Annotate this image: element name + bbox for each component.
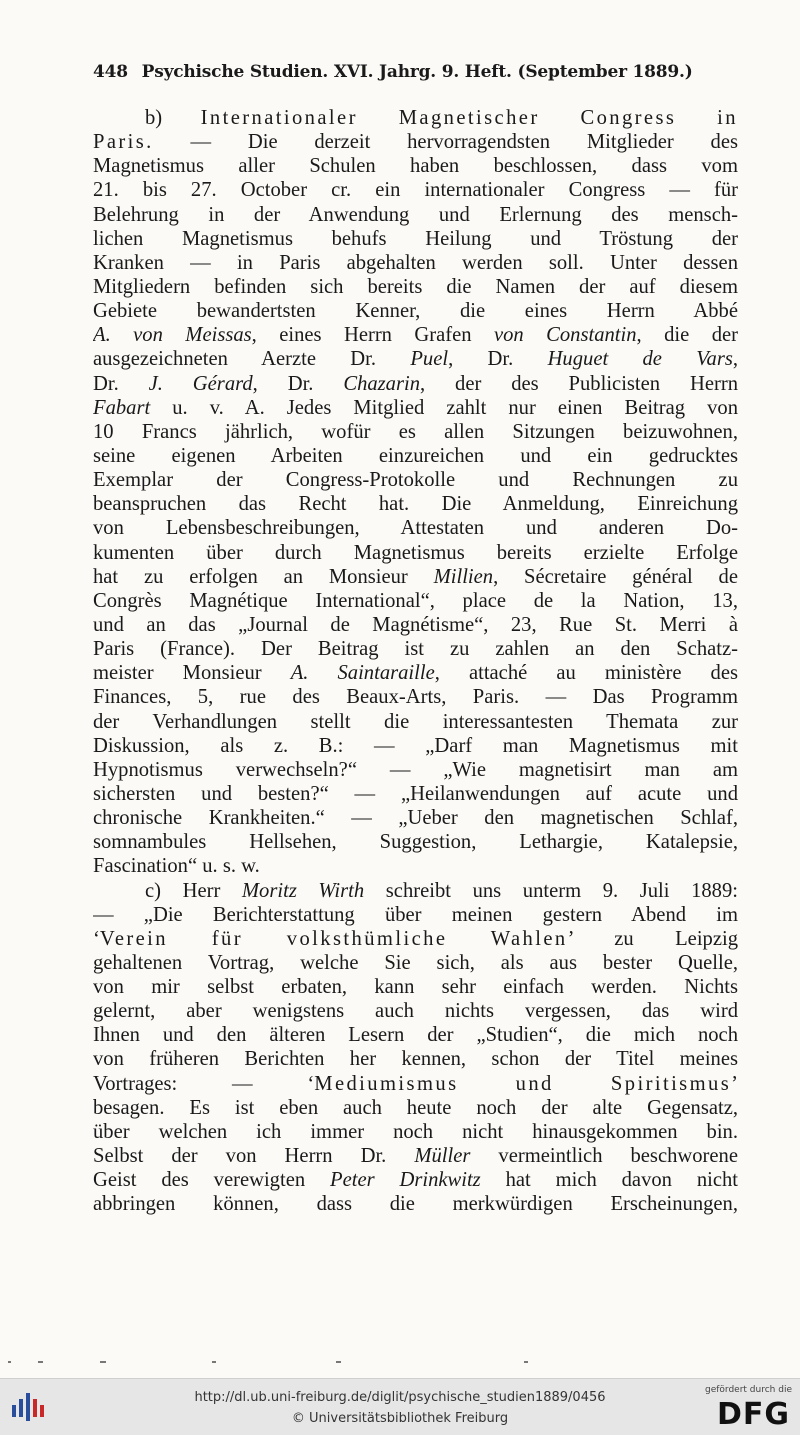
text-line: — „Die Berichterstattung über meinen gestern Abend im	[93, 903, 738, 926]
text-line: der Verhandlungen stellt die interessantesten Themata zur	[93, 710, 738, 733]
text-line: Paris. — Die derzeit hervorragendsten Mitglieder des	[93, 131, 738, 154]
text-line: Vortrages: — ‘Mediumismus und Spiritismus’	[93, 1072, 738, 1095]
source-url[interactable]: http://dl.ub.uni-freiburg.de/diglit/psychische_studien1889/0456	[194, 1390, 606, 1405]
text-line: somnambules Hellsehen, Suggestion, Lethargie, Katalepsie,	[93, 831, 738, 854]
text-line: Selbst der von Herrn Dr. Müller vermeintlich beschworene	[93, 1145, 738, 1168]
text-line: kumenten über durch Magnetismus bereits erzielte Erfolge	[93, 541, 738, 564]
running-head	[93, 62, 738, 82]
text-line: Mitgliedern befinden sich bereits die Namen der auf diesem	[93, 275, 738, 298]
page-number: 448	[93, 62, 128, 82]
text-line: b) Internationaler Magnetischer Congress in	[145, 107, 738, 129]
text-line: seine eigenen Arbeiten einzureichen und ein gedrucktes	[93, 444, 738, 467]
text-line: sichersten und besten?“ — „Heilanwendungen auf acute und	[93, 782, 738, 805]
text-line: gelernt, aber wenigstens auch nichts vergessen, das wird	[93, 1000, 738, 1023]
scan-specks	[0, 1358, 800, 1368]
text-line: Finances, 5, rue des Beaux-Arts, Paris. — Das Programm	[93, 686, 738, 709]
funding-note: gefördert durch die	[705, 1385, 792, 1395]
article-body	[93, 106, 738, 1216]
scan-speck	[8, 1361, 11, 1363]
dfg-logo: DFG	[716, 1397, 790, 1432]
text-line: Kranken — in Paris abgehalten werden soll. Unter dessen	[93, 251, 738, 274]
text-line: 21. bis 27. October cr. ein internationaler Congress — für	[93, 179, 738, 202]
text-line: Ihnen und den älteren Lesern der „Studien“, die mich noch	[93, 1024, 738, 1047]
text-line: Hypnotismus verwechseln?“ — „Wie magnetisirt man am	[93, 758, 738, 781]
scan-speck	[212, 1361, 216, 1363]
text-line: c) Herr Moritz Wirth schreibt uns unterm 9. Juli 1889:	[145, 879, 738, 902]
text-line: Fabart u. v. A. Jedes Mitglied zahlt nur einen Beitrag von	[93, 396, 738, 419]
text-line: abbringen können, dass die merkwürdigen Erscheinungen,	[93, 1193, 738, 1216]
library-logo-icon	[10, 1389, 52, 1425]
text-line: lichen Magnetismus behufs Heilung und Tröstung der	[93, 227, 738, 250]
scan-speck	[524, 1361, 528, 1363]
text-line: Magnetismus aller Schulen haben beschlossen, dass vom	[93, 155, 738, 178]
text-line: Belehrung in der Anwendung und Erlernung des mensch-	[93, 203, 738, 226]
text-line: und an das „Journal de Magnétisme“, 23, Rue St. Merri à	[93, 613, 738, 636]
text-line: gehaltenen Vortrag, welche Sie sich, als aus bester Quelle,	[93, 951, 738, 974]
text-line: beanspruchen das Recht hat. Die Anmeldung, Einreichung	[93, 493, 738, 516]
text-line: 10 Francs jährlich, wofür es allen Sitzungen beizuwohnen,	[93, 420, 738, 443]
text-line: von mir selbst erbaten, kann sehr einfach werden. Nichts	[93, 976, 738, 999]
scan-speck	[336, 1361, 341, 1363]
text-line: hat zu erfolgen an Monsieur Millien, Sécretaire général de	[93, 565, 738, 588]
text-line: ausgezeichneten Aerzte Dr. Puel, Dr. Huguet de Vars,	[93, 348, 738, 371]
text-line: von früheren Berichten her kennen, schon der Titel meines	[93, 1048, 738, 1071]
text-line: A. von Meissas, eines Herrn Grafen von Constantin, die der	[93, 324, 738, 347]
text-line: Diskussion, als z. B.: — „Darf man Magnetismus mit	[93, 734, 738, 757]
text-line: Congrès Magnétique International“, place de la Nation, 13,	[93, 589, 738, 612]
text-line: meister Monsieur A. Saintaraille, attaché au ministère des	[93, 662, 738, 685]
copyright-notice: © Universitätsbibliothek Freiburg	[291, 1411, 509, 1426]
scan-speck	[100, 1361, 106, 1363]
text-line: Paris (France). Der Beitrag ist zu zahlen an den Schatz-	[93, 638, 738, 661]
running-title: Psychische Studien. XVI. Jahrg. 9. Heft. (September 1889.)	[141, 62, 693, 82]
text-line: Geist des verewigten Peter Drinkwitz hat mich davon nicht	[93, 1169, 738, 1192]
text-line: über welchen ich immer noch nicht hinausgekommen bin.	[93, 1120, 738, 1143]
text-line: ‘Verein für volksthümliche Wahlen’ zu Leipzig	[93, 927, 738, 950]
text-line: chronische Krankheiten.“ — „Ueber den magnetischen Schlaf,	[93, 807, 738, 830]
text-line: Gebiete bewandertsten Kenner, die eines Herrn Abbé	[93, 300, 738, 323]
library-footer	[0, 1378, 800, 1435]
text-line: Exemplar der Congress-Protokolle und Rechnungen zu	[93, 469, 738, 492]
scan-speck	[38, 1361, 43, 1363]
text-line: Dr. J. Gérard, Dr. Chazarin, der des Publicisten Herrn	[93, 372, 738, 395]
text-line: Fascination“ u. s. w.	[93, 855, 260, 878]
text-line: besagen. Es ist eben auch heute noch der alte Gegensatz,	[93, 1096, 738, 1119]
text-line: von Lebensbeschreibungen, Attestaten und anderen Do-	[93, 517, 738, 540]
